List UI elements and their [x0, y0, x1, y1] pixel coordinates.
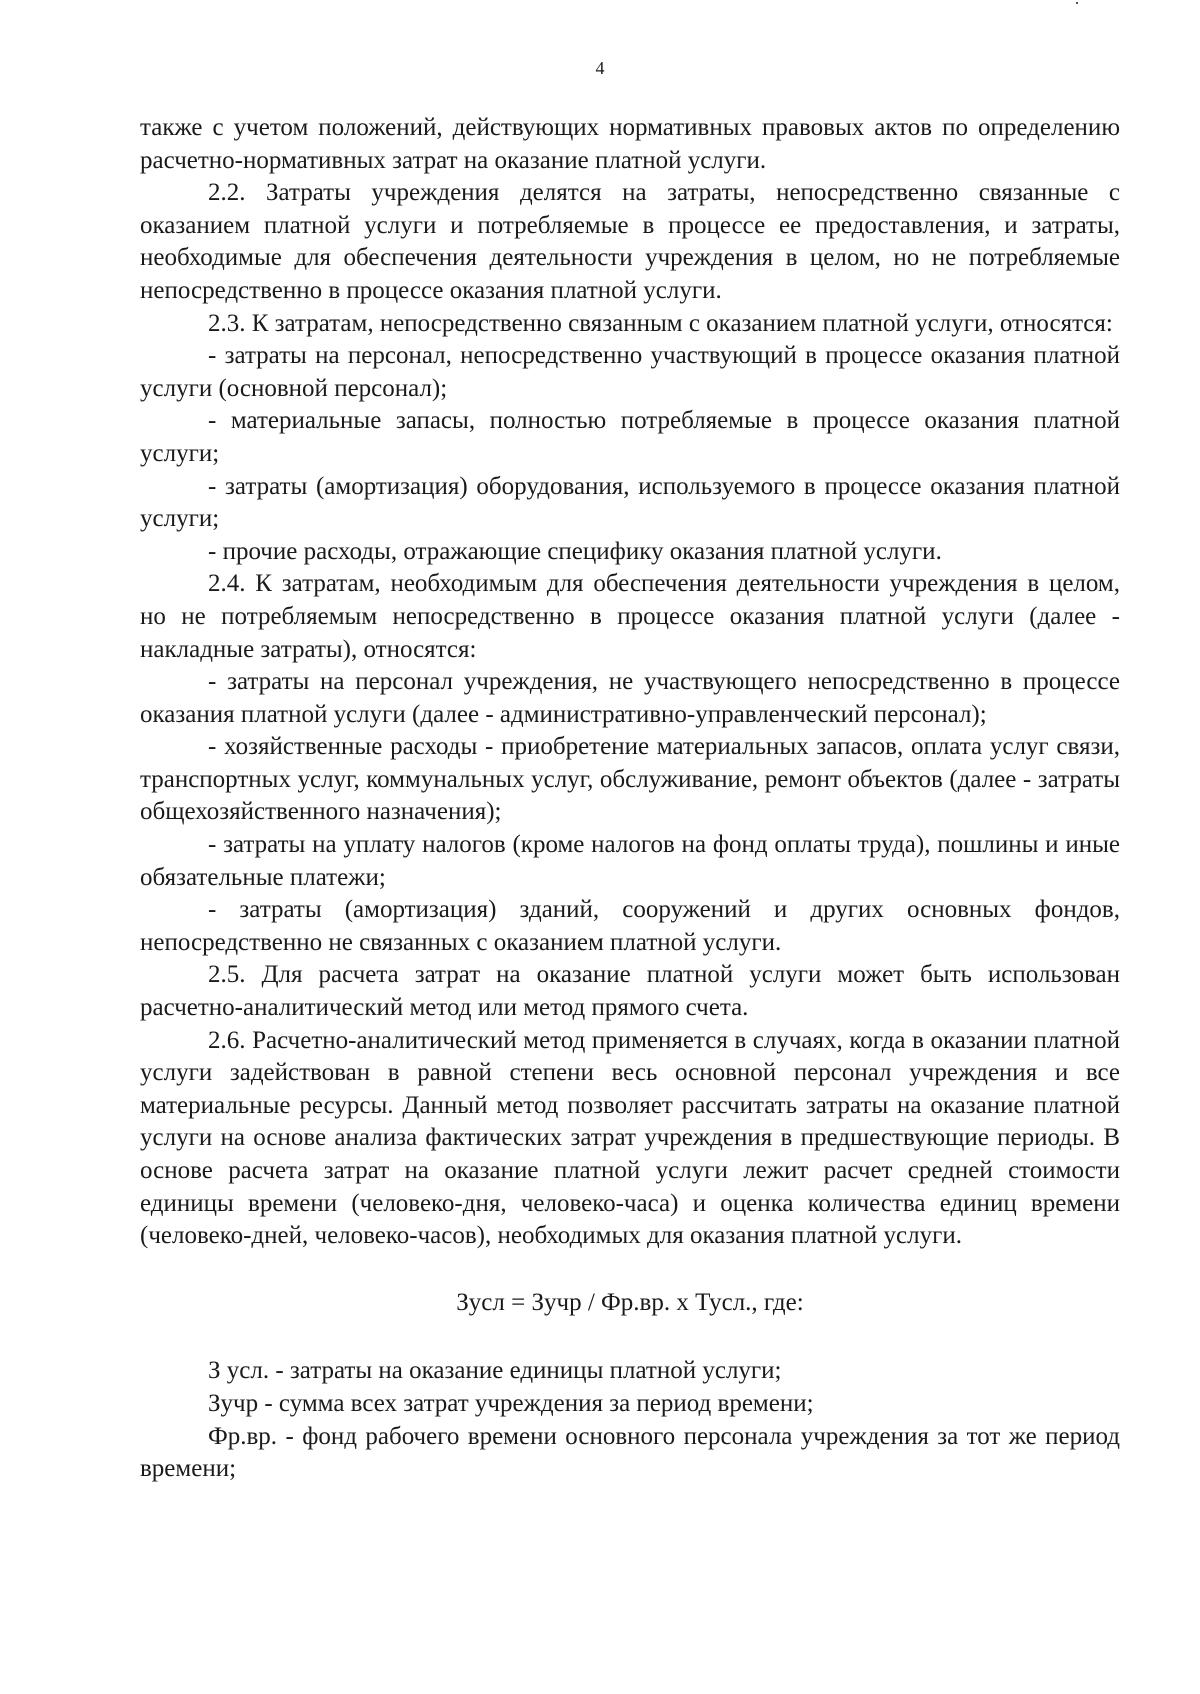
paragraph-continuation: также с учетом положений, действующих нормативных правовых актов по определению расчетно-нормативных затрат на оказание платной услуги. — [140, 114, 1120, 174]
paragraph-2-4: 2.4. К затратам, необходимым для обеспечения деятельности учреждения в целом, но не потребляемым непосредственно в процессе оказания платной услуги (далее - накладные затраты), относятся: — [140, 570, 1120, 663]
paragraph-2-6: 2.6. Расчетно-аналитический метод применяется в случаях, когда в оказании платной услуги задействован в равной степени весь основной персонал учреждения и все материальные ресурсы. Данный метод позволяет рассчитать затраты на оказание платной услуги на основе анализа фактических затрат учреждения в предшествующие периоды. В основе расчета затрат на оказание платной услуги лежит расчет средней стоимости единицы времени (человеко-дня, человеко-часа) и оценка количества единиц времени (человеко-дней, человеко-часов), необходимых для оказания платной услуги. — [140, 1026, 1120, 1250]
cost-formula: Зусл = Зучр / Фр.вр. х Тусл., где: — [456, 1288, 804, 1316]
page-number: 4 — [595, 58, 605, 78]
paragraph-2-5: 2.5. Для расчета затрат на оказание платной услуги может быть использован расчетно-аналитический метод или метод прямого счета. — [140, 961, 1120, 1022]
document-body — [140, 112, 1120, 1486]
list-item-admin-personnel: - затраты на персонал учреждения, не участвующего непосредственно в процессе оказания платной услуги (далее - административно-управленческий персонал); — [140, 668, 1120, 728]
definition-zuchr: Зучр - сумма всех затрат учреждения за период времени; — [208, 1389, 814, 1417]
definition-frvr: Фр.вр. - фонд рабочего времени основного персонала учреждения за тот же период времени; — [140, 1422, 1120, 1483]
scan-speck — [1076, 2, 1078, 4]
paragraph-2-2: 2.2. Затраты учреждения делятся на затраты, непосредственно связанные с оказанием платной услуги и потребляемые в процессе ее предоставления, и затраты, необходимые для обеспечения деятельности учреждения в целом, но не потребляемые непосредственно в процессе оказания платной услуги. — [140, 179, 1120, 304]
definition-zusl: З усл. - затраты на оказание единицы платной услуги; — [208, 1357, 782, 1385]
list-item-material-stocks: - материальные запасы, полностью потребляемые в процессе оказания платной услуги; — [140, 407, 1120, 467]
list-item-main-personnel: - затраты на персонал, непосредственно участвующий в процессе оказания платной услуги (основной персонал); — [140, 342, 1120, 402]
list-item-buildings-depreciation: - затраты (амортизация) зданий, сооружений и других основных фондов, непосредственно не связанных с оказанием платной услуги. — [140, 896, 1120, 956]
paragraph-2-3: 2.3. К затратам, непосредственно связанным с оказанием платной услуги, относятся: — [208, 309, 1113, 337]
list-item-other-expenses: - прочие расходы, отражающие специфику оказания платной услуги. — [208, 537, 942, 565]
list-item-household-expenses: - хозяйственные расходы - приобретение материальных запасов, оплата услуг связи, транспортных услуг, коммунальных услуг, обслуживание, ремонт объектов (далее - затраты общехозяйственного назначения); — [140, 733, 1120, 826]
list-item-taxes: - затраты на уплату налогов (кроме налогов на фонд оплаты труда), пошлины и иные обязательные платежи; — [140, 831, 1120, 891]
list-item-equipment-depreciation: - затраты (амортизация) оборудования, используемого в процессе оказания платной услуги; — [140, 472, 1120, 533]
